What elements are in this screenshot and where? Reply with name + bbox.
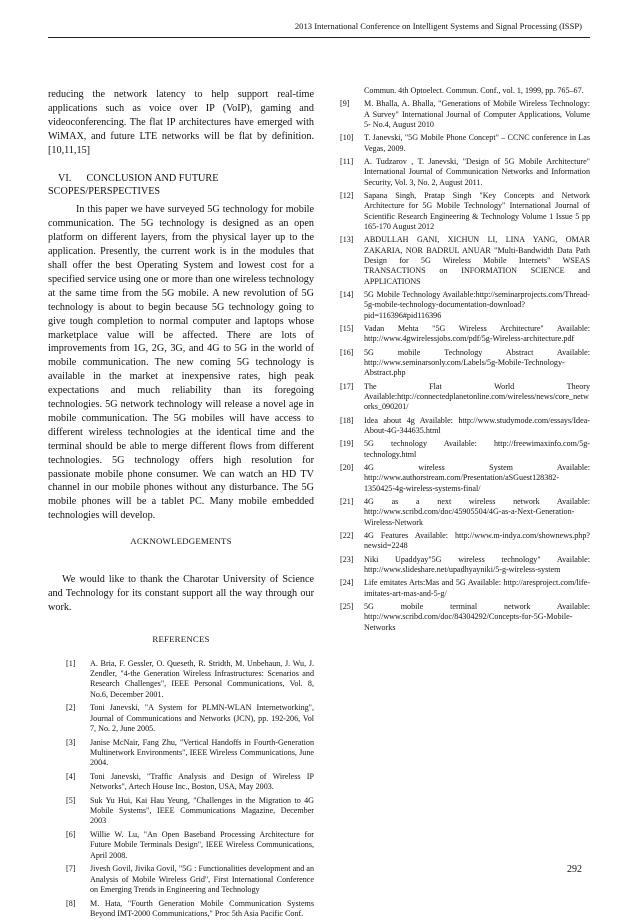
reference-item [340, 157, 590, 188]
reference-item [66, 703, 314, 734]
reference-item [340, 324, 590, 345]
conclusion-paragraph: In this paper we have surveyed 5G technology for mobile communication. The 5G technology is designed as an open platform on different layers, from the physical layer up to the application. Presently, the current work is in the modules that shall offer the best Operating System and lowest cost for a specified service using one or more than one wireless technology at the same time from the 5G mobile. A new revolution of 5G technology is about to begin because 5G technology going to give tough completion to normal computer and laptops whose marketplace value will be affected. There are lots of improvements from 1G, 2G, 3G, and 4G to 5G in the world of mobile communication. The new coming 5G technology is available in the market at inexpensive rates, high peak expectations and much reliability than its foregoing technologies. 5G network technology will release a novel age in mobile communication. The 5G mobiles will have access to different wireless technologies at the identical time and the terminal should be able to merge different flows from different technologies. 5G technology offers high resolution for passionate mobile phone consumer. We can watch an HD TV channel in our mobile phones without any disturbance. The 5G mobile phones will be a tablet PC. Many mobile embedded technologies will develop. [48, 204, 314, 522]
reference-text: 4G wireless System Available: http://www.authorstream.com/Presentation/aSGuest128382-1350425-4g-wireless-systems-final/ [364, 462, 590, 493]
reference-number: [15] [340, 323, 354, 333]
header-rule [48, 37, 590, 38]
reference-number: [18] [340, 415, 354, 425]
reference-item [66, 864, 314, 895]
reference-number: [7] [66, 864, 76, 874]
reference-number: [24] [340, 578, 354, 588]
reference-item [340, 463, 590, 494]
reference-text: T. Janevski, "5G Mobile Phone Concept" – CCNC conference in Las Vegas, 2009. [364, 133, 590, 153]
reference-number: [22] [340, 530, 354, 540]
reference-item [340, 290, 590, 321]
reference-item [340, 602, 590, 633]
reference-text: Life emitates Arts:Mas and 5G Available: http://aresproject.com/life-imitates-art-mas-and-5-g/ [364, 578, 590, 598]
reference-number: [1] [66, 658, 76, 668]
reference-number: [8] [66, 898, 76, 908]
reference-number: [3] [66, 737, 76, 747]
reference-item [340, 382, 590, 413]
reference-number: [6] [66, 830, 76, 840]
reference-text: 5G technology Available: http://freewimaxinfo.com/5g-technology.html [364, 439, 590, 459]
acknowledgements-heading: ACKNOWLEDGEMENTS [130, 536, 232, 547]
reference-text: A. Tudzarov , T. Janevski, "Design of 5G Mobile Architecture" International Journal of Communication Networks and Information Security, Vol. 3, No. 2, August 2011. [364, 157, 590, 187]
reference-item [340, 555, 590, 576]
acknowledgements-paragraph: We would like to thank the Charotar University of Science and Technology for its constant support all the way through our work. [48, 574, 314, 613]
reference-text: ABDULLAH GANI, XICHUN LI, LINA YANG, OMAR ZAKARIA, NOR BADRUL ANUAR "Multi-Bandwidth Data Path Design for 5G Wireless Mobile Internets" WSEAS TRANSACTIONS on INFORMATION SCIENCE and APPLICATIONS [364, 235, 590, 286]
reference-item [66, 772, 314, 793]
reference-text: Jivesh Govil, Jivika Govil, "5G : Functionalities development and an Analysis of Mobile Wireless Grid", First International Conference on Emerging Trends in Engineering and Technology [90, 864, 314, 894]
reference-text: 4G Features Available: http://www.m-indya.com/shownews.php?newsid=2248 [364, 530, 590, 551]
reference-item [66, 738, 314, 769]
reference-number [340, 86, 364, 96]
reference-text: M. Bhalla, A. Bhalla, "Generations of Mobile Wireless Technology: A Survey" International Journal of Computer Applications, Volume 5- No.4, August 2010 [364, 99, 590, 129]
reference-item [66, 830, 314, 861]
reference-item [340, 235, 590, 286]
reference-number: [9] [340, 99, 350, 109]
reference-item [66, 796, 314, 827]
reference-text: Idea about 4g Available: http://www.studymode.com/essays/Idea-About-4G-344635.html [364, 415, 590, 435]
section-number: VI. [58, 172, 72, 184]
reference-item [340, 99, 590, 130]
spacer [48, 561, 314, 573]
references-heading: REFERENCES [152, 633, 210, 644]
right-column [340, 86, 590, 636]
reference-text: 5G mobile terminal network Available: http://www.scribd.com/doc/84304292/Concepts-for-5G-Mobile-Networks [364, 601, 590, 632]
reference-number: [2] [66, 703, 76, 713]
reference-item [340, 497, 590, 528]
reference-item [340, 348, 590, 379]
reference-text: 5G mobile Technology Abstract Available: http://www.seminarsonly.com/Labels/5g-Mobile-Technology-Abstract.php [364, 347, 590, 378]
reference-text: Commun. 4th Optoelect. Commun. Conf., vol. 1, 1999, pp. 765–67. [364, 86, 584, 95]
reference-list-right [340, 86, 590, 633]
reference-item [340, 191, 590, 232]
reference-item [340, 416, 590, 437]
section-title: CONCLUSION AND FUTURE SCOPES/PERSPECTIVES [48, 172, 219, 198]
reference-text: A. Bria, F. Gessler, O. Queseth, R. Stridth, M. Unbehaun, J. Wu, J. Zendler, "4-the Generation Wireless Infrastructures: Scenarios and Research Challenges", IEEE Personal Communications, Vol. 8, No.6, December 2001. [90, 658, 314, 699]
reference-number: [5] [66, 795, 76, 805]
reference-number: [16] [340, 347, 354, 357]
reference-item [340, 439, 590, 460]
reference-number: [19] [340, 439, 354, 449]
reference-list-left [66, 659, 314, 920]
page-number: 292 [567, 864, 582, 875]
reference-number: [12] [340, 191, 354, 201]
reference-number: [10] [340, 133, 354, 143]
reference-text: 4G as a next wireless network Available: http://www.scribd.com/doc/45905504/4G-as-a-Next-Generation-Wireless-Network [364, 496, 590, 527]
reference-number: [13] [340, 235, 354, 245]
reference-number: [14] [340, 289, 354, 299]
reference-item [340, 578, 590, 599]
reference-number: [21] [340, 496, 354, 506]
reference-text: Sapana Singh, Pratap Singh "Key Concepts and Network Architecture for 5G Mobile Technology" International Journal of Scientific Research Engineering & Technology Volume 1 Issue 5 pp 165-170 August 2012 [364, 191, 590, 231]
running-header: 2013 International Conference on Intelligent Systems and Signal Processing (ISSP) [294, 21, 582, 31]
reference-number: [23] [340, 554, 354, 564]
reference-text: The Flat World Theory Available:http://connectedplanetonline.com/wireless/news/core_networks_090201/ [364, 381, 590, 412]
reference-item [66, 659, 314, 700]
reference-text: 5G Mobile Technology Available:http://seminarprojects.com/Thread-5g-mobile-technology-documentation-download?pid=116396#pid116396 [364, 289, 590, 320]
left-column [48, 88, 314, 923]
reference-text: Vadan Mehta "5G Wireless Architecture" Available: http://www.4gwirelessjobs.com/pdf/5g-Wireless-architecture.pdf [364, 323, 590, 344]
reference-text: Janise McNair, Fang Zhu, "Vertical Handoffs in Fourth-Generation Multinetwork Environments", IEEE Wireless Communications, June 2004. [90, 737, 314, 768]
reference-text: Toni Janevski, "Traffic Analysis and Design of Wireless IP Networks", Artech House Inc., Boston, USA, May 2003. [90, 771, 314, 792]
reference-item [340, 86, 590, 96]
reference-text: M. Hata, "Fourth Generation Mobile Communication Systems Beyond IMT-2000 Communications," Proc 5th Asia Pacific Conf. [90, 898, 314, 918]
reference-text: Toni Janevski, "A System for PLMN-WLAN Internetworking", Journal of Communications and Networks (JCN), pp. 192-206, Vol 7, No. 2, June 2005. [90, 703, 314, 733]
reference-number: [11] [340, 157, 354, 167]
intro-paragraph: reducing the network latency to help support real-time applications such as voice over IP (VoIP), gaming and videoconferencing. The flat IP architectures have emerged with WiMAX, and future LTE networks will be flat by definition. [10,11,15] [48, 89, 314, 156]
reference-number: [4] [66, 771, 76, 781]
reference-item [340, 531, 590, 552]
reference-text: Suk Yu Hui, Kai Hau Yeung, "Challenges in the Migration to 4G Mobile Systems", IEEE Communications Magazine, December 2003 [90, 795, 314, 826]
reference-text: Niki Upaddyay"5G wireless technology" Available: http://www.slideshare.net/upadhyayniki/5-g-wireless-system [364, 554, 590, 574]
reference-text: Willie W. Lu, "An Open Baseband Processing Architecture for Future Mobile Terminals Design", IEEE Wireless Communications, April 2008. [90, 830, 314, 860]
reference-number: [25] [340, 601, 354, 611]
reference-number: [20] [340, 462, 354, 472]
conclusion-heading [48, 172, 314, 200]
reference-number: [17] [340, 381, 354, 391]
reference-item [340, 133, 590, 154]
reference-item [66, 899, 314, 920]
